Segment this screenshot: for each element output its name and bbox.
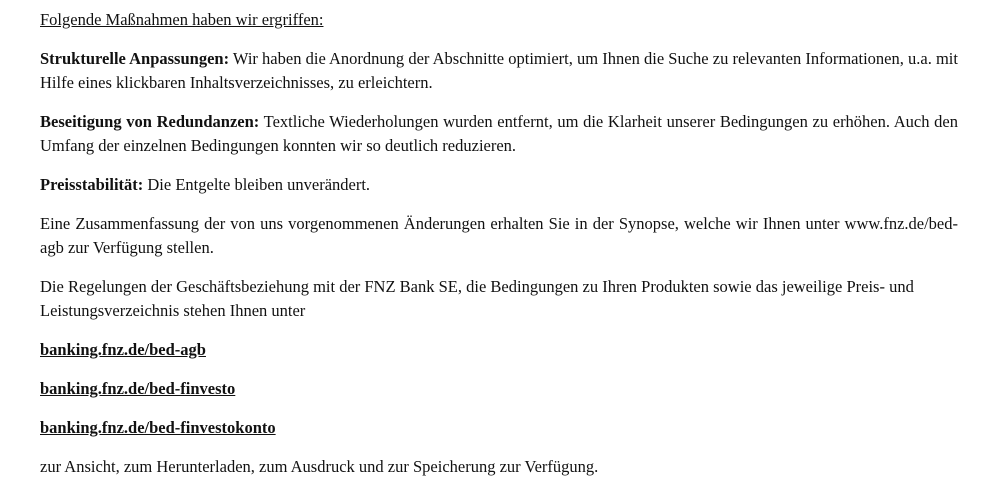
link-row-finvesto	[40, 377, 958, 401]
paragraph-synopsis: Eine Zusammenfassung der von uns vorgenommenen Änderungen erhalten Sie in der Synopse, welche wir Ihnen unter www.fnz.de/bed-agb zur Verfügung stellen.	[40, 214, 958, 257]
text-structural-changes: Wir haben die Anordnung der Abschnitte optimiert, um Ihnen die Suche zu relevanten Informationen, u.a. mit Hilfe eines klickbaren Inhaltsverzeichnisses, zu erleichtern.	[40, 49, 958, 92]
closing-sentence: zur Ansicht, zum Herunterladen, zum Ausdruck und zur Speicherung zur Verfügung.	[40, 457, 599, 476]
label-redundancy-removal: Beseitigung von Redundanzen:	[40, 112, 260, 131]
link-bed-agb[interactable]: banking.fnz.de/bed-agb	[40, 340, 206, 359]
label-structural-changes: Strukturelle Anpassungen:	[40, 49, 230, 68]
document-body	[40, 8, 958, 479]
paragraph-structural-changes	[40, 47, 958, 95]
text-price-stability: Die Entgelte bleiben unverändert.	[143, 175, 371, 194]
text-redundancy-removal: Textliche Wiederholungen wurden entfernt, um die Klarheit unserer Bedingungen zu erhöhen. Auch den Umfang der einzelnen Bedingungen konnten wir so deutlich reduzieren.	[40, 112, 958, 155]
link-row-agb	[40, 338, 958, 362]
link-bed-finvestokonto[interactable]: banking.fnz.de/bed-finvestokonto	[40, 418, 276, 437]
paragraph-price-stability	[40, 173, 958, 197]
link-bed-finvesto[interactable]: banking.fnz.de/bed-finvesto	[40, 379, 236, 398]
paragraph-regulations: Die Regelungen der Geschäftsbeziehung mit der FNZ Bank SE, die Bedingungen zu Ihren Produkten sowie das jeweilige Preis- und Leistungsverzeichnis stehen Ihnen unter	[40, 277, 914, 320]
section-heading: Folgende Maßnahmen haben wir ergriffen:	[40, 10, 324, 29]
label-price-stability: Preisstabilität:	[40, 175, 144, 194]
link-row-finvestokonto	[40, 416, 958, 440]
paragraph-redundancy-removal	[40, 110, 958, 158]
